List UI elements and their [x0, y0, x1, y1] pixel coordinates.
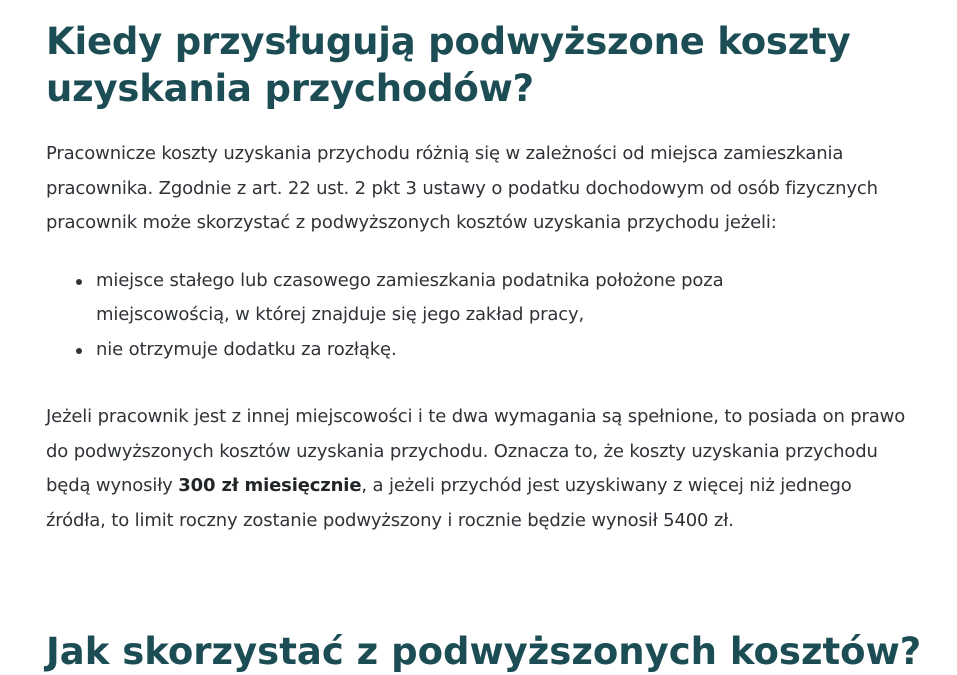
cost-explanation-paragraph: [46, 400, 916, 538]
condition-text: miejsce stałego lub czasowego zamieszkania podatnika położone poza miejscowością, w której znajduje się jego zakład pracy,: [96, 269, 724, 325]
intro-paragraph: Pracownicze koszty uzyskania przychodu różnią się w zależności od miejsca zamieszkania pracownika. Zgodnie z art. 22 ust. 2 pkt 3 ustawy o podatku dochodowym od osób fizycznych pracownik może skorzystać z podwyższonych kosztów uzyskania przychodu jeżeli:: [46, 143, 878, 233]
paragraph-text-end: , a jeżeli przychód jest uzyskiwany z więcej niż jednego źródła, to limit roczny zostanie podwyższony i rocznie będzie wynosił 5400 zł.: [46, 475, 852, 531]
article-title: Kiedy przysługują podwyższone koszty uzyskania przychodów?: [46, 20, 851, 110]
bullet-icon: [76, 348, 82, 354]
list-item: [46, 264, 876, 333]
next-section-heading: Jak skorzystać z podwyższonych kosztów?: [46, 630, 922, 673]
monthly-cost-amount: 300 zł miesięcznie: [178, 475, 362, 496]
condition-text: nie otrzymuje dodatku za rozłąkę.: [96, 338, 397, 360]
paragraph-text-start: Jeżeli pracownik jest z innej miejscowości i te dwa wymagania są spełnione, to posiada on prawo do podwyższonych kosztów uzyskania przychodu. Oznacza to, że koszty uzyskania przychodu będą wynosiły: [46, 406, 906, 496]
bullet-icon: [76, 279, 82, 285]
list-item: [46, 333, 876, 368]
conditions-list: [46, 264, 876, 368]
